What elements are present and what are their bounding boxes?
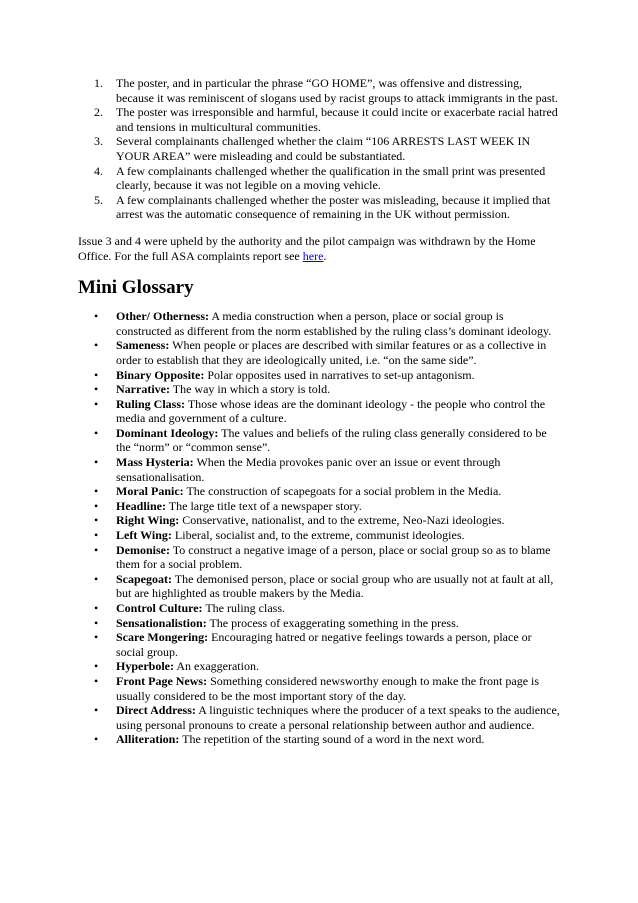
list-number: 2. [94, 105, 103, 120]
glossary-term: Control Culture: [116, 601, 203, 615]
glossary-definition: The ruling class. [202, 601, 285, 615]
paragraph-text: Issue 3 and 4 were upheld by the authority and the pilot campaign was withdrawn by the Home Office. For the full ASA complaints report see [78, 233, 536, 263]
bullet-icon: • [94, 367, 99, 382]
list-item [78, 76, 560, 105]
glossary-term: Scare Mongering: [116, 630, 209, 645]
bullet-icon: • [94, 659, 99, 674]
glossary-term: Binary Opposite: [116, 367, 205, 382]
glossary-term: Narrative: [116, 382, 170, 397]
bullet-icon: • [94, 455, 99, 470]
glossary-item [78, 426, 560, 455]
list-number: 5. [94, 192, 103, 207]
summary-paragraph [78, 234, 560, 263]
list-item [78, 164, 560, 193]
glossary-item [78, 499, 560, 514]
glossary-definition: Encouraging hatred or negative feelings towards a person, place or social group. [116, 630, 532, 659]
list-item [78, 193, 560, 222]
glossary-definition: When the Media provokes panic over an issue or event through sensationalisation. [116, 455, 501, 484]
glossary-term: Front Page News: [116, 673, 208, 688]
bullet-icon: • [94, 673, 99, 688]
glossary-item [78, 659, 560, 674]
glossary-term: Right Wing: [116, 513, 180, 528]
glossary-item [78, 338, 560, 367]
glossary-item [78, 674, 560, 703]
asa-report-link[interactable]: here [302, 248, 324, 263]
list-number: 3. [94, 134, 103, 149]
bullet-icon: • [94, 396, 99, 411]
glossary-definition: Those whose ideas are the dominant ideology - the people who control the media and government of a culture. [116, 396, 546, 426]
glossary-term: Ruling Class: [116, 396, 186, 411]
glossary-definition: The construction of scapegoats for a social problem in the Media. [183, 484, 502, 499]
glossary-definition: Something considered newsworthy enough to make the front page is usually considered to be the most important story of the day. [116, 673, 540, 703]
glossary-term: Sensationalistion: [116, 615, 207, 630]
bullet-icon: • [94, 309, 99, 324]
glossary-item [78, 616, 560, 631]
glossary-definition: Polar opposites used in narratives to set-up antagonism. [204, 367, 475, 382]
glossary-term: Alliteration: [116, 732, 180, 747]
glossary-definition: The demonised person, place or social group who are usually not at fault at all, but are highlighted as trouble makers by the Media. [116, 571, 554, 601]
list-text: The poster, and in particular the phrase “GO HOME”, was offensive and distressing, because it was reminiscent of slogans used by racist groups to attack immigrants in the past. [116, 76, 558, 105]
glossary-term: Direct Address: [116, 703, 196, 718]
glossary-heading: Mini Glossary [78, 277, 194, 299]
glossary-term: Other/ Otherness: [116, 309, 209, 324]
glossary-item [78, 630, 560, 659]
list-text: A few complainants challenged whether the qualification in the small print was presented clearly, because it was not legible on a moving vehicle. [116, 163, 546, 193]
bullet-icon: • [94, 615, 99, 630]
list-text: A few complainants challenged whether the poster was misleading, because it implied that arrest was the automatic consequence of remaining in the UK without permission. [116, 192, 551, 222]
glossary-term: Dominant Ideology: [116, 425, 219, 440]
bullet-icon: • [94, 732, 99, 747]
bullet-icon: • [94, 484, 99, 499]
glossary-definition: A media construction when a person, place or social group is constructed as different from the norm established by the ruling class’s dominant ideology. [116, 309, 552, 338]
glossary-item [78, 455, 560, 484]
list-item [78, 105, 560, 134]
glossary-definition: Conservative, nationalist, and to the extreme, Neo-Nazi ideologies. [179, 513, 505, 528]
glossary-item [78, 513, 560, 528]
bullet-icon: • [94, 703, 99, 718]
bullet-icon: • [94, 498, 99, 513]
glossary-term: Demonise: [116, 542, 170, 557]
bullet-icon: • [94, 542, 99, 557]
bullet-icon: • [94, 513, 99, 528]
bullet-icon: • [94, 630, 99, 645]
glossary-definition: A linguistic techniques where the producer of a text speaks to the audience, using personal pronouns to create a personal relationship between author and audience. [116, 703, 560, 732]
bullet-icon: • [94, 528, 99, 543]
list-number: 4. [94, 163, 103, 178]
glossary-definition: An exaggeration. [174, 659, 259, 674]
list-number: 1. [94, 76, 103, 90]
bullet-icon: • [94, 338, 99, 353]
list-text: Several complainants challenged whether the claim “106 ARRESTS LAST WEEK IN YOUR AREA” were misleading and could be substantiated. [116, 134, 531, 163]
glossary-definition: The way in which a story is told. [169, 382, 331, 397]
glossary-term: Mass Hysteria: [116, 455, 194, 470]
glossary-term: Hyperbole: [116, 659, 174, 674]
glossary-definition: Liberal, socialist and, to the extreme, communist ideologies. [171, 528, 465, 543]
glossary-term: Sameness: [116, 338, 170, 353]
bullet-icon: • [94, 571, 99, 586]
glossary-item [78, 309, 560, 338]
glossary-term: Headline: [116, 498, 166, 513]
glossary-item [78, 703, 560, 732]
glossary-definition: The values and beliefs of the ruling class generally considered to be the “norm” or “common sense”. [116, 425, 547, 455]
glossary-item [78, 368, 560, 383]
glossary-item [78, 543, 560, 572]
glossary-term: Moral Panic: [116, 484, 184, 499]
glossary-item [78, 382, 560, 397]
glossary-list [78, 309, 560, 747]
bullet-icon: • [94, 425, 99, 440]
glossary-definition: The repetition of the starting sound of a word in the next word. [179, 732, 485, 747]
glossary-term: Left Wing: [116, 528, 172, 543]
glossary-item [78, 484, 560, 499]
bullet-icon: • [94, 601, 99, 615]
glossary-definition: To construct a negative image of a person, place or social group so as to blame them for a social problem. [116, 542, 551, 572]
glossary-item [78, 572, 560, 601]
glossary-definition: When people or places are described with similar features or as a collective in order to establish that they are ideologically united, i.e. “on the same side”. [116, 338, 547, 367]
complaints-list [78, 76, 560, 222]
glossary-definition: The large title text of a newspaper story. [166, 498, 362, 513]
paragraph-end: . [323, 248, 327, 263]
glossary-item [78, 601, 560, 616]
list-item [78, 134, 560, 163]
glossary-term: Scapegoat: [116, 571, 172, 586]
glossary-item [78, 397, 560, 426]
glossary-definition: The process of exaggerating something in the press. [206, 615, 459, 630]
glossary-item [78, 528, 560, 543]
list-text: The poster was irresponsible and harmful, because it could incite or exacerbate racial hatred and tensions in multicultural communities. [116, 105, 558, 134]
bullet-icon: • [94, 382, 99, 397]
glossary-item [78, 732, 560, 747]
